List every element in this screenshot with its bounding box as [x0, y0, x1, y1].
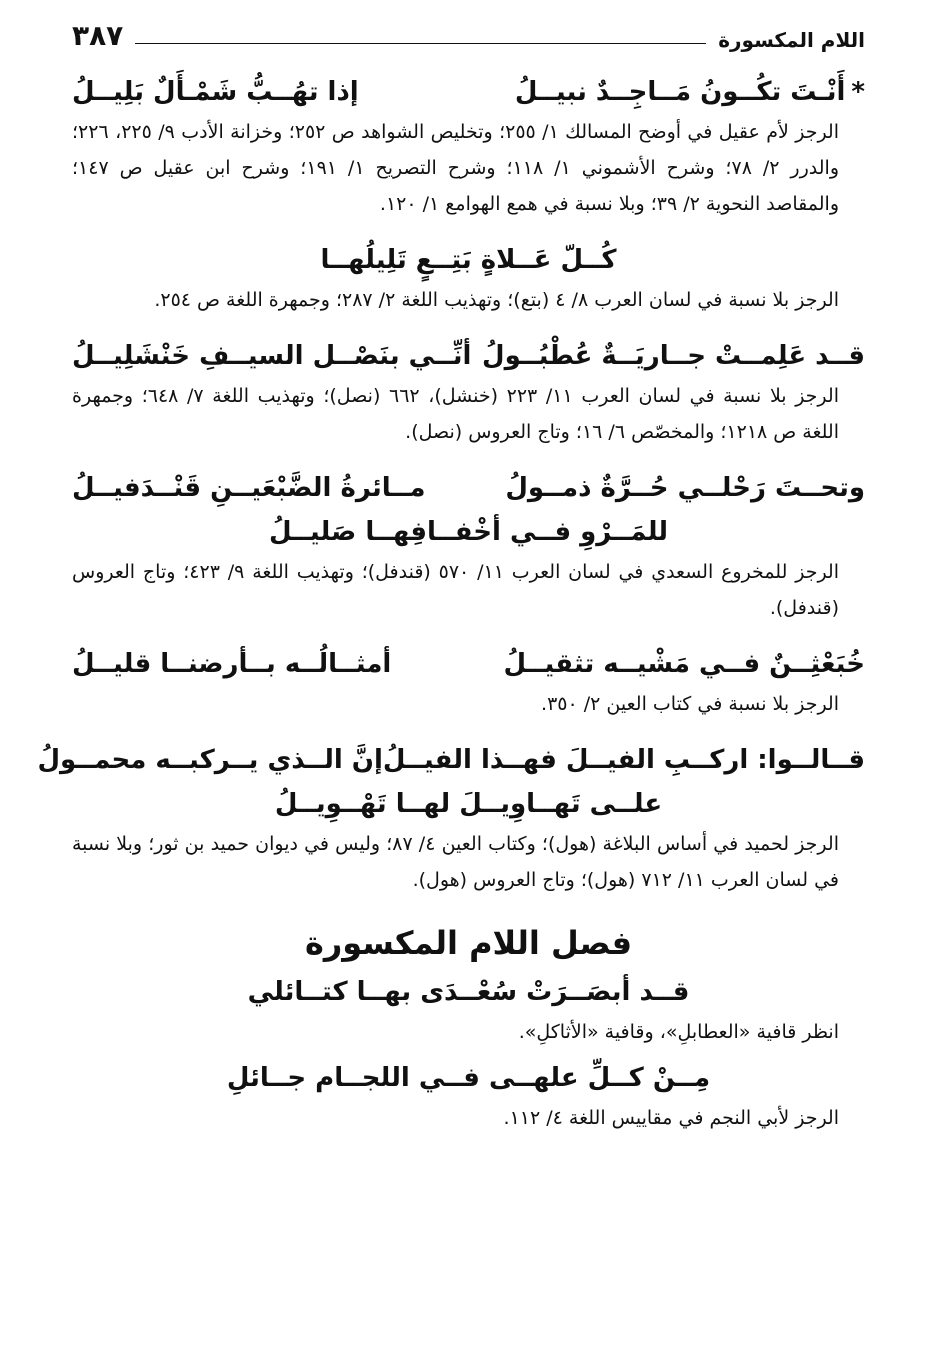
hemistich-second: أمثــالُــه بــأرضنــا قليــلُ — [72, 649, 392, 679]
verse-entry — [72, 334, 865, 450]
hemistich-first: خُبَعْثِــنٌ فــي مَشْيــه تثقيــلُ — [503, 649, 865, 679]
verse-entry — [37, 738, 865, 898]
hemistich-second: إنَّ الــذي يــركبــه محمــولُ — [37, 745, 383, 775]
verse-single: قــد أبصَــرَتْ سُعْــدَى بهــا كتــائلي — [247, 977, 690, 1007]
verse-line — [72, 970, 865, 1014]
source-note: انظر قافية «العطابلِ»، وقافية «الأثاكلِ». — [518, 1021, 839, 1043]
source-note: الرجز لأبي النجم في مقاييس اللغة ٤/ ١١٢. — [503, 1107, 839, 1129]
source-note: الرجز للمخروع السعدي في لسان العرب ١١/ ٥٧٠ (قندفل)؛ وتهذيب اللغة ٩/ ٤٢٣؛ وتاج العروس (قندفل). — [72, 561, 839, 619]
hemistich-second: مــائرةُ الضَّبْعَيــنِ قَنْــدَفيــلُ — [72, 473, 426, 503]
hemistich-second: أنِّــي بنَصْــل السيــفِ خَنْشَلِيــلُ — [72, 341, 472, 371]
verse-entry — [72, 238, 865, 318]
header-title: اللام المكسورة — [718, 28, 865, 52]
section-title: فصل اللام المكسورة — [304, 924, 633, 962]
verse-line — [72, 466, 865, 510]
verse-single: كُــلّ عَــلاةٍ بَتِــعٍ تَلِيلُهــا — [320, 245, 617, 275]
verse-line — [72, 238, 865, 282]
source-note: الرجز لحميد في أساس البلاغة (هول)؛ وكتاب العين ٤/ ٨٧؛ وليس في ديوان حميد بن ثور؛ وبلا نسبة في لسان العرب ١١/ ٧١٢ (هول)؛ وتاج العروس (هول). — [72, 833, 839, 891]
source-note: الرجز بلا نسبة في كتاب العين ٢/ ٣٥٠. — [541, 693, 839, 715]
source-note: الرجز لأم عقيل في أوضح المسالك ١/ ٢٥٥؛ وتخليص الشواهد ص ٢٥٢؛ وخزانة الأدب ٩/ ٢٢٥، ٢٢٦؛ والدرر ٢/ ٧٨؛ وشرح الأشموني ١/ ١١٨؛ وشرح التصريح ١/ ١٩١؛ وشرح ابن عقيل ص ١٤٧؛ والمقاصد النحوية ٢/ ٣٩؛ وبلا نسبة في همع الهوامع ١/ ١٢٠. — [72, 121, 840, 215]
verse-line — [72, 782, 865, 826]
verse-entry — [72, 642, 865, 722]
verse-line — [72, 1056, 865, 1100]
verse-line — [72, 70, 865, 114]
verse-entry — [72, 70, 865, 222]
hemistich-first: قــد عَلِمــتْ جــاريَــةٌ عُطْبُــولُ — [482, 341, 865, 371]
verse-single: علــى تَهــاوِيــلَ لهــا تَهْــوِيــلُ — [274, 789, 663, 819]
hemistich-first: *أَنْـتَ تكُــونُ مَــاجِــدٌ نبيــلُ — [514, 77, 865, 107]
verse-line — [72, 334, 865, 378]
running-header — [72, 19, 865, 52]
hemistich-second: إذا تهُــبُّ شَمْـأَلٌ بَلِيــلُ — [72, 77, 359, 107]
verse-entry — [72, 970, 865, 1050]
source-note: الرجز بلا نسبة في لسان العرب ٨/ ٤ (بتع)؛ وتهذيب اللغة ٢/ ٢٨٧؛ وجمهرة اللغة ص ٢٥٤. — [154, 289, 839, 311]
verse-single: مِــنْ كــلِّ علهــى فــي اللجــام جــائلِ — [226, 1063, 711, 1093]
source-note: الرجز بلا نسبة في لسان العرب ١١/ ٢٢٣ (خنشل)، ٦٦٢ (نصل)؛ وتهذيب اللغة ٧/ ٦٤٨؛ وجمهرة اللغة ص ١٢١٨؛ والمخصّص ٦/ ١٦؛ وتاج العروس (نصل). — [72, 385, 839, 443]
verse-entry — [72, 1056, 865, 1136]
verse-line — [72, 642, 865, 686]
page-number: ٣٨٧ — [72, 19, 124, 52]
verse-entry — [72, 466, 865, 626]
star-marker: * — [851, 77, 865, 107]
verse-line — [37, 738, 865, 782]
hemistich-first: وتحــتَ رَحْلــي حُــرَّةٌ ذمــولُ — [505, 473, 865, 503]
header-rule — [135, 43, 706, 44]
verse-single: للمَــرْوِ فــي أخْفــافِهــا صَليــلُ — [268, 517, 669, 547]
verse-line — [72, 510, 865, 554]
hemistich-first: قــالــوا: اركــبِ الفيــلَ فهــذا الفيــلُ — [382, 745, 865, 775]
